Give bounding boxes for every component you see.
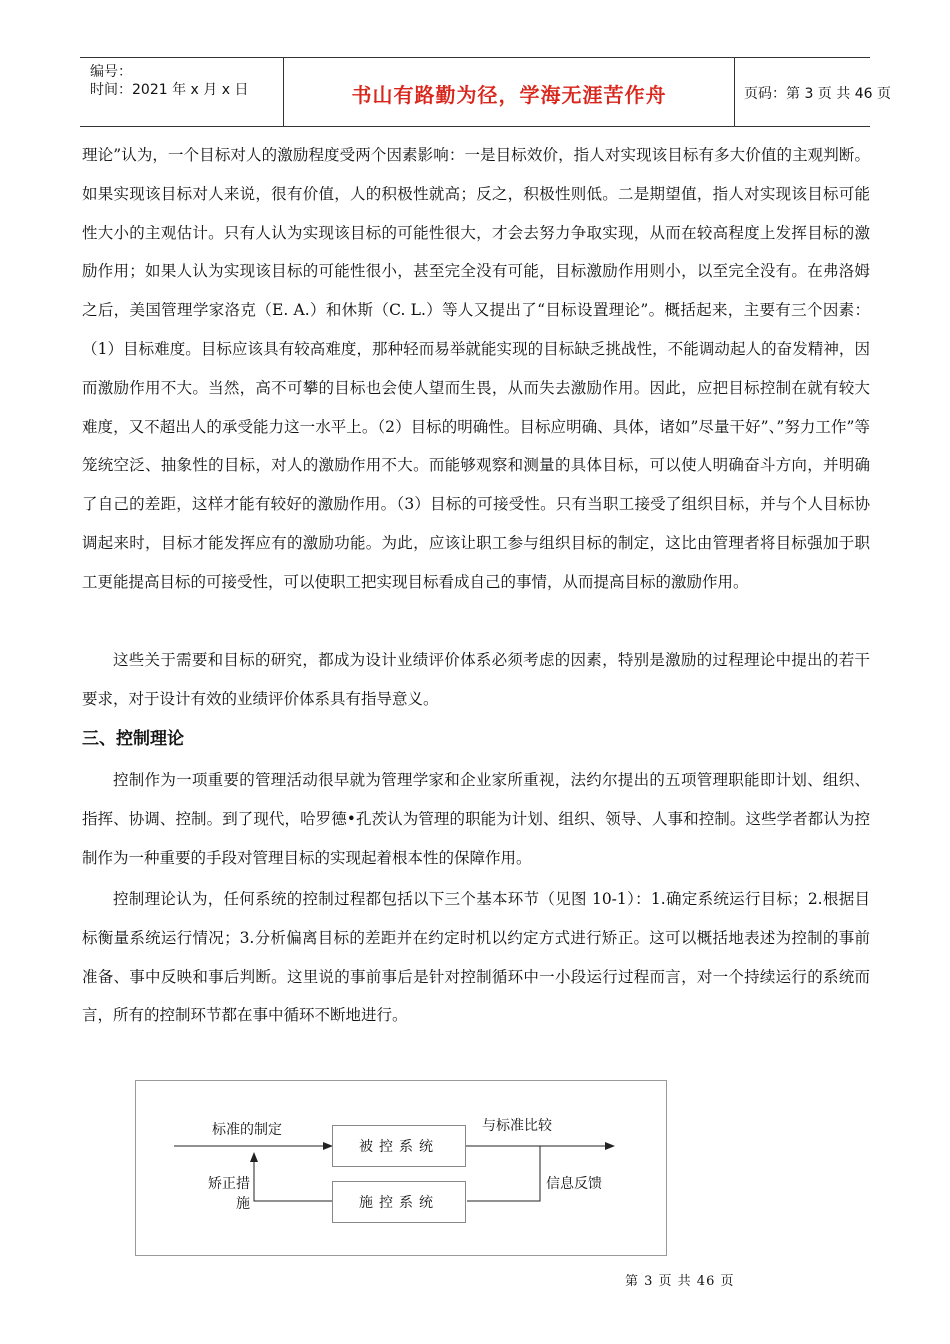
box-controlled-system: 被控系统 — [332, 1125, 466, 1167]
header-motto-cell — [283, 58, 735, 126]
paragraph-control-process: 控制理论认为，任何系统的控制过程都包括以下三个基本环节（见图 10-1）：1.确定系统运行目标；2.根据目标衡量系统运行情况；3.分析偏离目标的差距并在约定时机以约定方式进行矫正。这可以概括地表述为控制的事前准备、事中反映和事后判断。这里说的事前事后是针对控制循环中一小段运行过程而言，对一个持续运行的系统而言，所有的控制环节都在事中循环不断地进行。 — [82, 890, 870, 1025]
page-header — [80, 57, 891, 127]
label-standard-setting: 标准的制定 — [212, 1122, 282, 1138]
feedback-line — [467, 1146, 540, 1201]
label-compare-standard: 与标准比较 — [482, 1118, 552, 1134]
header-meta-cell — [80, 58, 283, 126]
footer-page-number: 第 3 页 共 46 页 — [625, 1274, 735, 1289]
label-info-feedback: 信息反馈 — [546, 1176, 602, 1192]
paragraph-goal-theory: 理论”认为，一个目标对人的激励程度受两个因素影响：一是目标效价，指人对实现该目标有多大价值的主观判断。如果实现该目标对人来说，很有价值，人的积极性就高；反之，积极性则低。二是期望值，指人对实现该目标可能性大小的主观估计。只有人认为实现该目标的可能性很大，才会去努力争取实现，从而在较高程度上发挥目标的激励作用；如果人认为实现该目标的可能性很小，甚至完全没有可能，目标激励作用则小，以至完全没有。在弗洛姆之后，美国管理学家洛克（E. A.）和休斯（C. L.）等人又提出了“目标设置理论”。概括起来，主要有三个因素：（1）目标难度。目标应该具有较高难度，那种轻而易举就能实现的目标缺乏挑战性，不能调动起人的奋发精神，因而激励作用不大。当然，高不可攀的目标也会使人望而生畏，从而失去激励作用。因此，应把目标控制在就有较大难度，又不超出人的承受能力这一水平上。（2）目标的明确性。目标应明确、具体，诸如”尽量干好”、”努力工作”等笼统空泛、抽象性的目标，对人的激励作用不大。而能够观察和测量的具体目标，可以使人明确奋斗方向，并明确了自己的差距，这样才能有较好的激励作用。（3）目标的可接受性。只有当职工接受了组织目标，并与个人目标协调起来时，目标才能发挥应有的激励功能。为此，应该让职工参与组织目标的制定，这比由管理者将目标强加于职工更能提高目标的可接受性，可以使职工把实现目标看成自己的事情，从而提高目标的激励作用。 — [82, 146, 870, 591]
header-page-number: 页码：第 3 页 共 46 页 — [744, 86, 891, 102]
paragraph-control-importance: 控制作为一项重要的管理活动很早就为管理学家和企业家所重视，法约尔提出的五项管理职能即计划、组织、指挥、协调、控制。到了现代，哈罗德•孔茨认为管理的职能为计划、组织、领导、人事和控制。这些学者都认为控制作为一种重要的手段对管理目标的实现起着根本性的保障作用。 — [82, 771, 870, 867]
control-loop-diagram — [135, 1080, 667, 1256]
section-heading-control-theory: 三、控制理论 — [82, 729, 184, 749]
diagram-connectors — [136, 1081, 666, 1255]
label-corrective-measures-1: 矫正措 — [208, 1176, 250, 1192]
paragraph-needs-and-goals: 这些关于需要和目标的研究，都成为设计业绩评价体系必须考虑的因素，特别是激励的过程理论中提出的若干要求，对于设计有效的业绩评价体系具有指导意义。 — [82, 651, 870, 708]
label-corrective-measures-2: 施 — [236, 1196, 250, 1212]
document-number-label: 编号： — [90, 64, 132, 80]
header-page-cell — [734, 58, 891, 126]
document-time-label: 时间：2021 年 x 月 x 日 — [90, 82, 249, 98]
header-motto: 书山有路勤为径，学海无涯苦作舟 — [351, 83, 667, 107]
correction-line — [254, 1153, 332, 1201]
box-controlling-system: 施控系统 — [332, 1181, 466, 1223]
